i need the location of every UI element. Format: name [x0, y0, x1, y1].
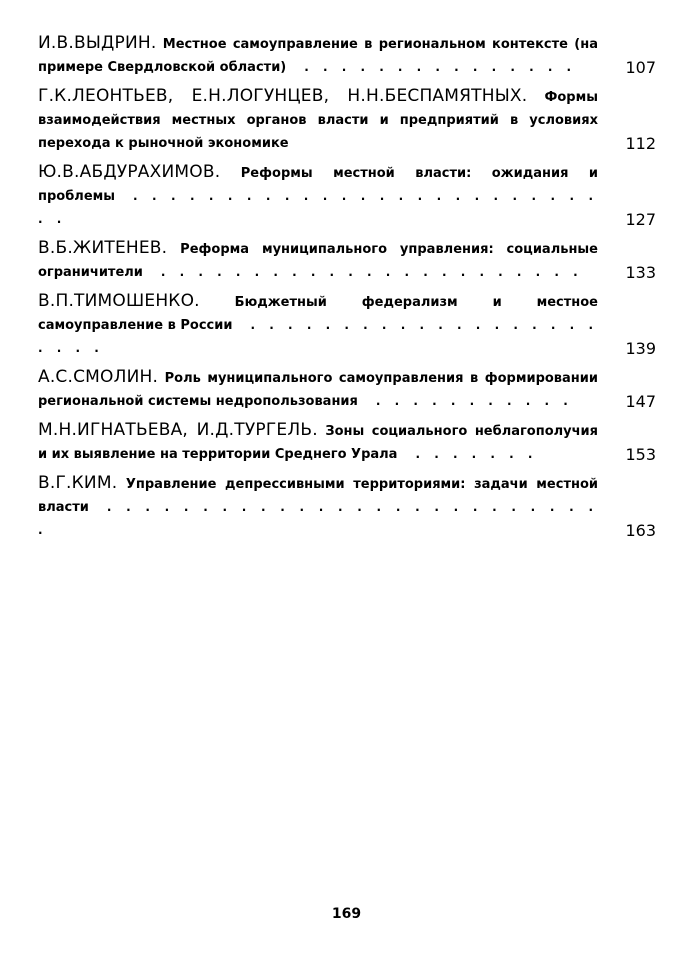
toc-page-number: 153 [625, 445, 656, 464]
toc-title: Управление депрессивными территориями: задачи местной власти [38, 477, 598, 515]
toc-author: Ю.В.АБДУРАХИМОВ. [38, 162, 221, 182]
toc-author: А.С.СМОЛИН. [38, 367, 159, 387]
toc-leader-dots: . . . . . . . . . . . . . . . [304, 60, 577, 74]
toc-entry-text [38, 366, 598, 413]
toc-page-number: 127 [625, 210, 656, 229]
toc-page-number: 133 [625, 263, 656, 282]
toc-entry-text [38, 472, 598, 542]
toc-entry-text [38, 419, 598, 466]
toc-author: В.Б.ЖИТЕНЕВ. [38, 238, 168, 258]
toc-entry-text [38, 290, 598, 360]
toc-title: Формы взаимодействия местных органов власти и предприятий в условиях перехода к рыночной экономике [38, 90, 598, 151]
toc-page-number: 107 [625, 58, 656, 77]
toc-entry [38, 161, 656, 231]
toc-entry [38, 290, 656, 360]
toc-leader-dots: . . . . . . . . . . . . . . . . . . . . . . . . . . . [38, 500, 598, 537]
toc-entry [38, 472, 656, 542]
toc-title: Местное самоуправление в региональном контексте (на примере Свердловской области) [38, 37, 598, 75]
toc-page-number: 139 [625, 339, 656, 358]
page-folio: 169 [331, 906, 362, 922]
toc-author: В.Г.КИМ. [38, 473, 118, 493]
toc-entry-text [38, 237, 598, 284]
toc-title: Зоны социального неблагополучия и их выявление на территории Среднего Урала [38, 424, 598, 462]
toc-entry [38, 419, 656, 466]
toc-entry [38, 366, 656, 413]
toc-entry-text [38, 85, 598, 155]
toc-leader-dots: . . . . . . . . . . . . . . . . . . . . . . . [38, 318, 599, 355]
toc-page-number: 112 [625, 134, 656, 153]
toc-author: В.П.ТИМОШЕНКО. [38, 291, 200, 311]
toc-page-number: 163 [625, 521, 656, 540]
toc-entry-text [38, 32, 598, 79]
toc-title: Бюджетный федерализм и местное самоуправление в России [38, 295, 598, 333]
toc-leader-dots: . . . . . . . [415, 447, 538, 461]
toc-entry-text [38, 161, 598, 231]
toc-title: Реформа муниципального управления: социальные ограничители [38, 242, 598, 280]
toc-entry [38, 237, 656, 284]
toc-page-number: 147 [625, 392, 656, 411]
toc-title: Реформы местной власти: ожидания и проблемы [38, 166, 598, 204]
toc-author: И.В.ВЫДРИН. [38, 33, 157, 53]
toc-leader-dots: . . . . . . . . . . . [375, 394, 573, 408]
toc-entry [38, 32, 656, 79]
toc-leader-dots: . . . . . . . . . . . . . . . . . . . . . . . . . . . [38, 189, 598, 226]
toc-title: Роль муниципального самоуправления в формировании региональной системы недропользования [38, 371, 599, 409]
toc-entry [38, 85, 656, 155]
table-of-contents [38, 32, 656, 548]
toc-author: М.Н.ИГНАТЬЕВА, И.Д.ТУРГЕЛЬ. [38, 420, 318, 440]
toc-author: Г.К.ЛЕОНТЬЕВ, Е.Н.ЛОГУНЦЕВ, Н.Н.БЕСПАМЯТНЫХ. [38, 86, 528, 106]
toc-leader-dots: . . . . . . . . . . . . . . . . . . . . . . . [160, 265, 583, 279]
